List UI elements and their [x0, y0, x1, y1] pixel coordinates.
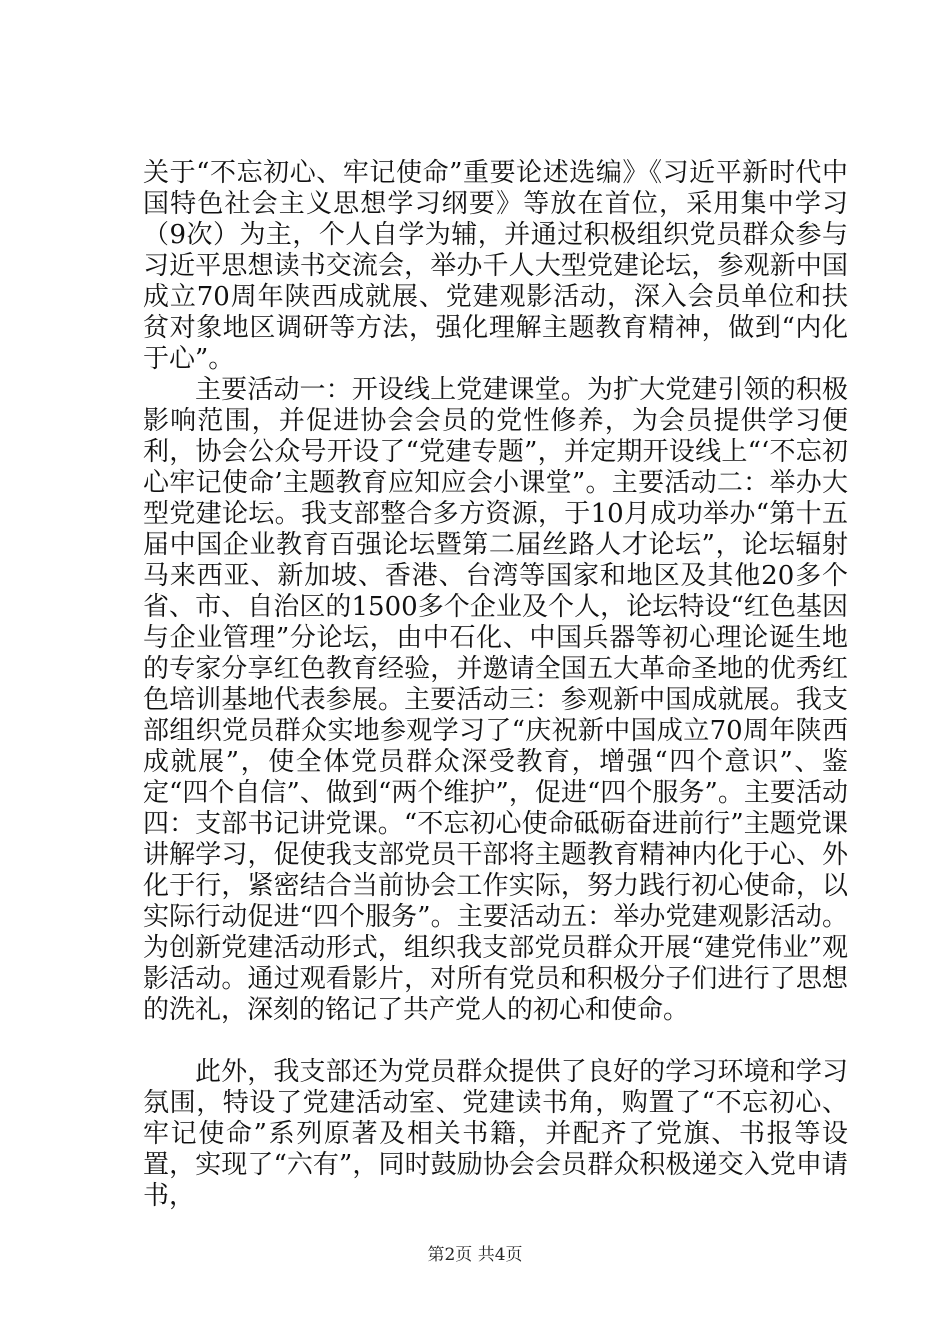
- paragraph-continuation: 关于“不忘初心、牢记使命”重要论述选编》《习近平新时代中国特色社会主义思想学习纲要》等放在首位，采用集中学习（9次）为主，个人自学为辅，并通过积极组织党员群众参与习近平思想读书交流会，举办千人大型党建论坛，参观新中国成立70周年陕西成就展、党建观影活动，深入会员单位和扶贫对象地区调研等方法，强化理解主题教育精神，做到“内化于心”。: [143, 158, 848, 374]
- paragraph-main-activities: 主要活动一：开设线上党建课堂。为扩大党建引领的积极影响范围，并促进协会会员的党性修养，为会员提供学习便利，协会公众号开设了“党建专题”，并定期开设线上“‘不忘初心牢记使命’主题教育应知应会小课堂”。主要活动二：举办大型党建论坛。我支部整合多方资源，于10月成功举办“第十五届中国企业教育百强论坛暨第二届丝路人才论坛”，论坛辐射马来西亚、新加坡、香港、台湾等国家和地区及其他20多个省、市、自治区的1500多个企业及个人，论坛特设“红色基因与企业管理”分论坛，由中石化、中国兵器等初心理论诞生地的专家分享红色教育经验，并邀请全国五大革命圣地的优秀红色培训基地代表参展。主要活动三：参观新中国成就展。我支部组织党员群众实地参观学习了“庆祝新中国成立70周年陕西成就展”，使全体党员群众深受教育，增强“四个意识”、鉴定“四个自信”、做到“两个维护”，促进“四个服务”。主要活动四：支部书记讲党课。“不忘初心使命砥砺奋进前行”主题党课讲解学习，促使我支部党员干部将主题教育精神内化于心、外化于行，紧密结合当前协会工作实际，努力践行初心使命，以实际行动促进“四个服务”。主要活动五：举办党建观影活动。为创新党建活动形式，组织我支部党员群众开展“建党伟业”观影活动。通过观看影片，对所有党员和积极分子们进行了思想的洗礼，深刻的铭记了共产党人的初心和使命。: [143, 375, 848, 1025]
- page-number-footer: 第2页 共4页: [427, 1245, 523, 1265]
- document-body: [143, 158, 848, 1212]
- paragraph-additional: 此外，我支部还为党员群众提供了良好的学习环境和学习氛围，特设了党建活动室、党建读书角，购置了“不忘初心、牢记使命”系列原著及相关书籍，并配齐了党旗、书报等设置，实现了“六有”，同时鼓励协会会员群众积极递交入党申请书，: [143, 1057, 848, 1211]
